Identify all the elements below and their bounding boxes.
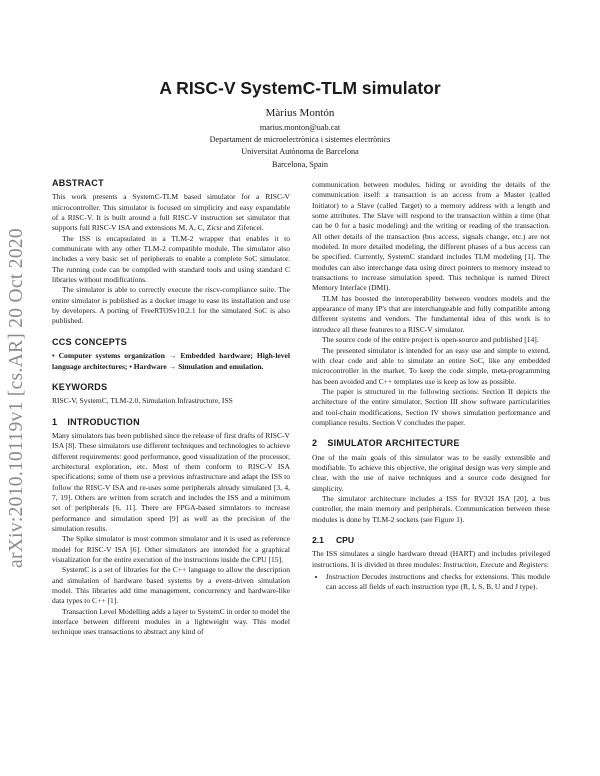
author-university: Universitat Autònoma de Barcelona xyxy=(241,147,359,157)
intro-paragraph: The source code of the entire project is open-source and published [14]. xyxy=(322,335,539,345)
ccs-text: • Computer systems organization → Embedded hardware; High-level language architectures; • Hardware → Simulation and emulation. xyxy=(52,351,290,371)
intro-paragraph: The paper is structured in the following sections: Section II depicts the architecture of the entire simulator, Section III show software particularities and tool-chain modifications, Section IV shows simulation performance and compliance results. Section V concludes the paper. xyxy=(312,386,550,427)
intro-paragraph: communication between modules, hiding or avoiding the details of the communication itself: a transaction is an access from a Master (called Initiator) to a Slave (called Target) to a memory address with a length and some attributes. The Slave will respond to the transaction within a time (that can be 0 for a basic modeling) and the writing or reading of the transaction. All other details of the transaction (bus access, signals change, etc.) are not modeled. In more detailed modeling, the different phases of a bus access can be specified. Currently, SystemC standard includes TLM modeling [1]. The modules can also interchange data using direct pointers to memory instead to transactions to increase simulation speed. This technique is named Direct Memory Interface (DMI). xyxy=(312,180,550,293)
right-column xyxy=(312,180,550,593)
left-column xyxy=(52,178,290,638)
paper-title: A RISC-V SystemC-TLM simulator xyxy=(159,78,441,98)
intro-paragraph: The presented simulator is intended for an easy use and simple to extend, with clear code and able to simulate an entire SoC, like any embedded microcontroller in the market. To keep the code simple, meta-programming has been avoided and C++ templates use is keep as low as possible. xyxy=(312,345,550,386)
arxiv-margin-note: arXiv:2010.10119v1 [cs.AR] 20 Oct 2020 xyxy=(6,228,27,568)
abstract-paragraph: This work presents a SystemC-TLM based simulator for a RISC-V microcontroller. This simulator is focused on simplicity and easy expandable of a RISC-V. It is built around a full RISC-V instruction set simulator that supports full RISC-V ISA and extensions M, A, C, Zicsr and Zifencei. xyxy=(52,192,290,233)
author-name: Màrius Montón xyxy=(265,107,335,119)
cpu-paragraph: The ISS simulates a single hardware thread (HART) and includes privileged instructions. It is divided in three modules: Instruction, Execute and Registers: xyxy=(312,549,550,569)
keywords-text: RISC-V, SystemC, TLM-2.0, Simulation Infrastructure, ISS xyxy=(52,396,233,406)
intro-paragraph: Many simulators has been published since the release of first drafts of RISC-V ISA [8]. These simulators use different techniques and technologies to achieve different requirements: good performance, good visualization of the processor, architectural exploration, etc. Most of them conform to RISC-V ISA specifications; some of them use a previous infrastructure and adapt the ISS to follow the RISC-V ISA and re-uses some peripherals already simulated [3, 4, 7, 19]. Others are written from scratch and includes the ISS and a minimum set of peripherals [6, 11]. There are FPGA-based simulators to increase performance and simulation speed [9] as well as the precision of the simulation results. xyxy=(52,430,290,533)
intro-paragraph: SystemC is a set of libraries for the C++ language to allow the description and simulation of hardware based systems by a event-driven simulation model. This libraries add time management, concurrency and hardware-like data types to C++ [1]. xyxy=(52,565,290,606)
intro-heading: 1 INTRODUCTION xyxy=(52,416,140,427)
cpu-module-list xyxy=(312,572,550,593)
author-email[interactable]: marius.monton@uab.cat xyxy=(259,123,341,132)
keywords-heading: KEYWORDS xyxy=(52,381,108,392)
cpu-heading: 2.1 CPU xyxy=(312,535,355,545)
architecture-heading: 2 SIMULATOR ARCHITECTURE xyxy=(312,438,460,449)
architecture-paragraph: The simulator architecture includes a ISS for RV32I ISA [20], a bus controller, the main memory and peripherals. Communication between these modules is done by TLM-2 sockets (see Figure 1). xyxy=(312,493,550,524)
author-block xyxy=(0,107,600,171)
intro-paragraph: TLM has boosted the interoperability between vendors models and the appearance of many IP's that are interchangeable and fully compatible among different systems and vendors. The fundamental idea of this work is to introduce all these features to a RISC-V simulator. xyxy=(312,293,550,334)
architecture-paragraph: One of the main goals of this simulator was to be easily extensible and modifiable. To achieve this objective, the original design was very simple and clear, with the use of naive techniques and a source code designed for simplicity. xyxy=(312,452,550,493)
intro-paragraph: The Spike simulator is most common simulator and it is used as reference model for RISC-V ISA [6]. Other simulators are intended for a graphical visualization for the entire execution of the instructions inside the CPU [15]. xyxy=(52,534,290,564)
abstract-heading: ABSTRACT xyxy=(52,178,104,188)
ccs-heading: CCS CONCEPTS xyxy=(52,336,128,347)
abstract-paragraph: The ISS is encapsulated in a TLM-2 wrapper that enables it to communicate with any other TLM-2 compatible module. The simulator also includes a very basic set of peripherals to enable a complete SoC simulator. The running code can be compiled with standard tools and using standard C libraries without modifications. xyxy=(52,233,290,285)
abstract-paragraph: The simulator is able to correctly execute the riscv-compliance suite. The entire simulator is published as a docker image to ease its installation and use by developers. A porting of FreeRTOSv10.2.1 for the simulated SoC is also published. xyxy=(52,285,290,326)
author-location: Barcelona, Spain xyxy=(272,159,328,169)
list-item: • Instruction Decodes instructions and checks for extensions. This module can access all fields of each instruction type (R, I, S, B, U and J type). xyxy=(326,572,550,593)
intro-paragraph: Transaction Level Modelling adds a layer to SystemC in order to model the interface between different modules in a lightweight way. This model technique uses transactions to abstract any kind of xyxy=(52,606,290,637)
author-department: Departament de microelectrònica i sistemes electrònics xyxy=(209,135,391,145)
